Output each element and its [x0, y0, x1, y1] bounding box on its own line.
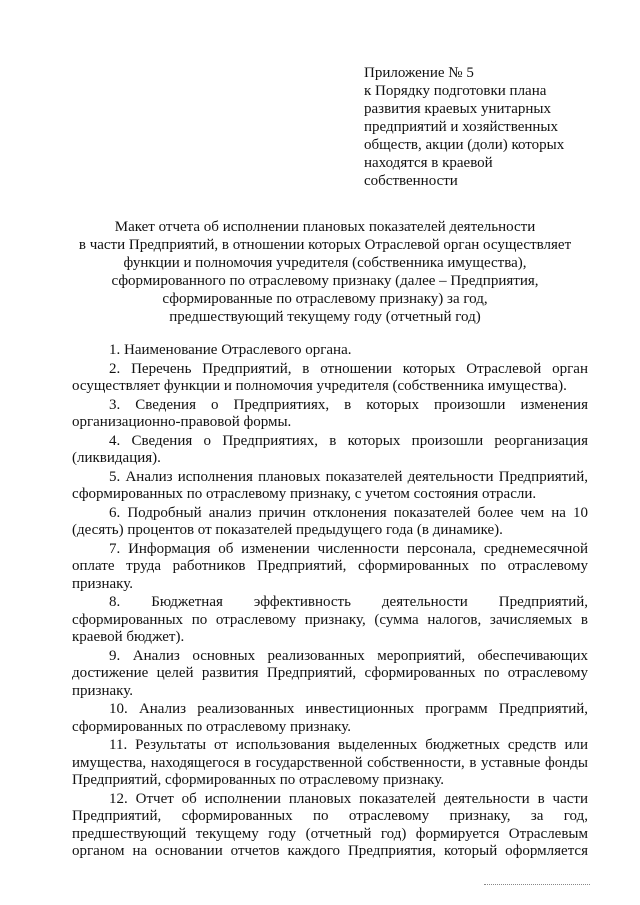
appendix-line: Приложение № 5 [364, 65, 474, 81]
title-line: сформированного по отраслевому признаку (далее – Предприятия, [111, 273, 539, 289]
title-line: в части Предприятий, в отношении которых Отраслевой орган осуществляет [78, 237, 572, 253]
list-item: 2. Перечень Предприятий, в отношении которых Отраслевой орган осуществляет функции и полномочия учредителя (собственника имущества). [72, 360, 588, 394]
list-item: 9. Анализ основных реализованных мероприятий, обеспечивающих достижение целей развития Предприятий, сформированных по отраслевому признаку. [72, 647, 588, 699]
list-item: 10. Анализ реализованных инвестиционных программ Предприятий, сформированных по отраслевому признаку. [72, 701, 588, 735]
list-item: 4. Сведения о Предприятиях, в которых произошли реорганизация (ликвидация). [72, 432, 588, 466]
appendix-header [364, 64, 594, 190]
list-item: 11. Результаты от использования выделенных бюджетных средств или имущества, находящегося в государственной собственности, в уставные фонды Предприятий, сформированных по отраслевому признаку. [72, 737, 588, 788]
appendix-line: собственности [364, 173, 458, 189]
document-title [60, 218, 590, 326]
list-item: 7. Информация об изменении численности персонала, среднемесячной оплате труда работников Предприятий, сформированных по отраслевому признаку. [72, 540, 588, 592]
appendix-line: находятся в краевой [364, 155, 493, 171]
scan-edge-mark [484, 884, 590, 885]
list-item: 8. Бюджетная эффективность деятельности Предприятий, сформированных по отраслевому признаку, (сумма налогов, зачисляемых в краевой бюджет). [72, 594, 588, 645]
list-item: 12. Отчет об исполнении плановых показателей деятельности в части Предприятий, сформированных по отраслевому признаку, за год, предшествующий текущему году (отчетный год) формируется Отраслевым органом на основании отчетов каждого Предприятия, который оформляется [72, 790, 588, 859]
appendix-line: предприятий и хозяйственных [364, 119, 558, 135]
list-item: 6. Подробный анализ причин отклонения показателей более чем на 10 (десять) процентов от показателей предыдущего года (в динамике). [72, 504, 588, 538]
appendix-line: обществ, акции (доли) которых [364, 137, 565, 153]
title-line: сформированные по отраслевому признаку) за год, [162, 291, 488, 307]
appendix-line: развития краевых унитарных [364, 101, 551, 117]
title-line: Макет отчета об исполнении плановых показателей деятельности [114, 219, 536, 235]
title-line: функции и полномочия учредителя (собственника имущества), [123, 255, 527, 271]
list-item: 3. Сведения о Предприятиях, в которых произошли изменения организационно-правовой формы. [72, 396, 588, 430]
appendix-line: к Порядку подготовки плана [364, 83, 547, 99]
title-line: предшествующий текущему году (отчетный год) [169, 309, 481, 325]
list-item: 1. Наименование Отраслевого органа. [109, 342, 352, 358]
report-items-list [72, 342, 588, 862]
list-item: 5. Анализ исполнения плановых показателей деятельности Предприятий, сформированных по отраслевому признаку, с учетом состояния отрасли. [72, 468, 588, 502]
